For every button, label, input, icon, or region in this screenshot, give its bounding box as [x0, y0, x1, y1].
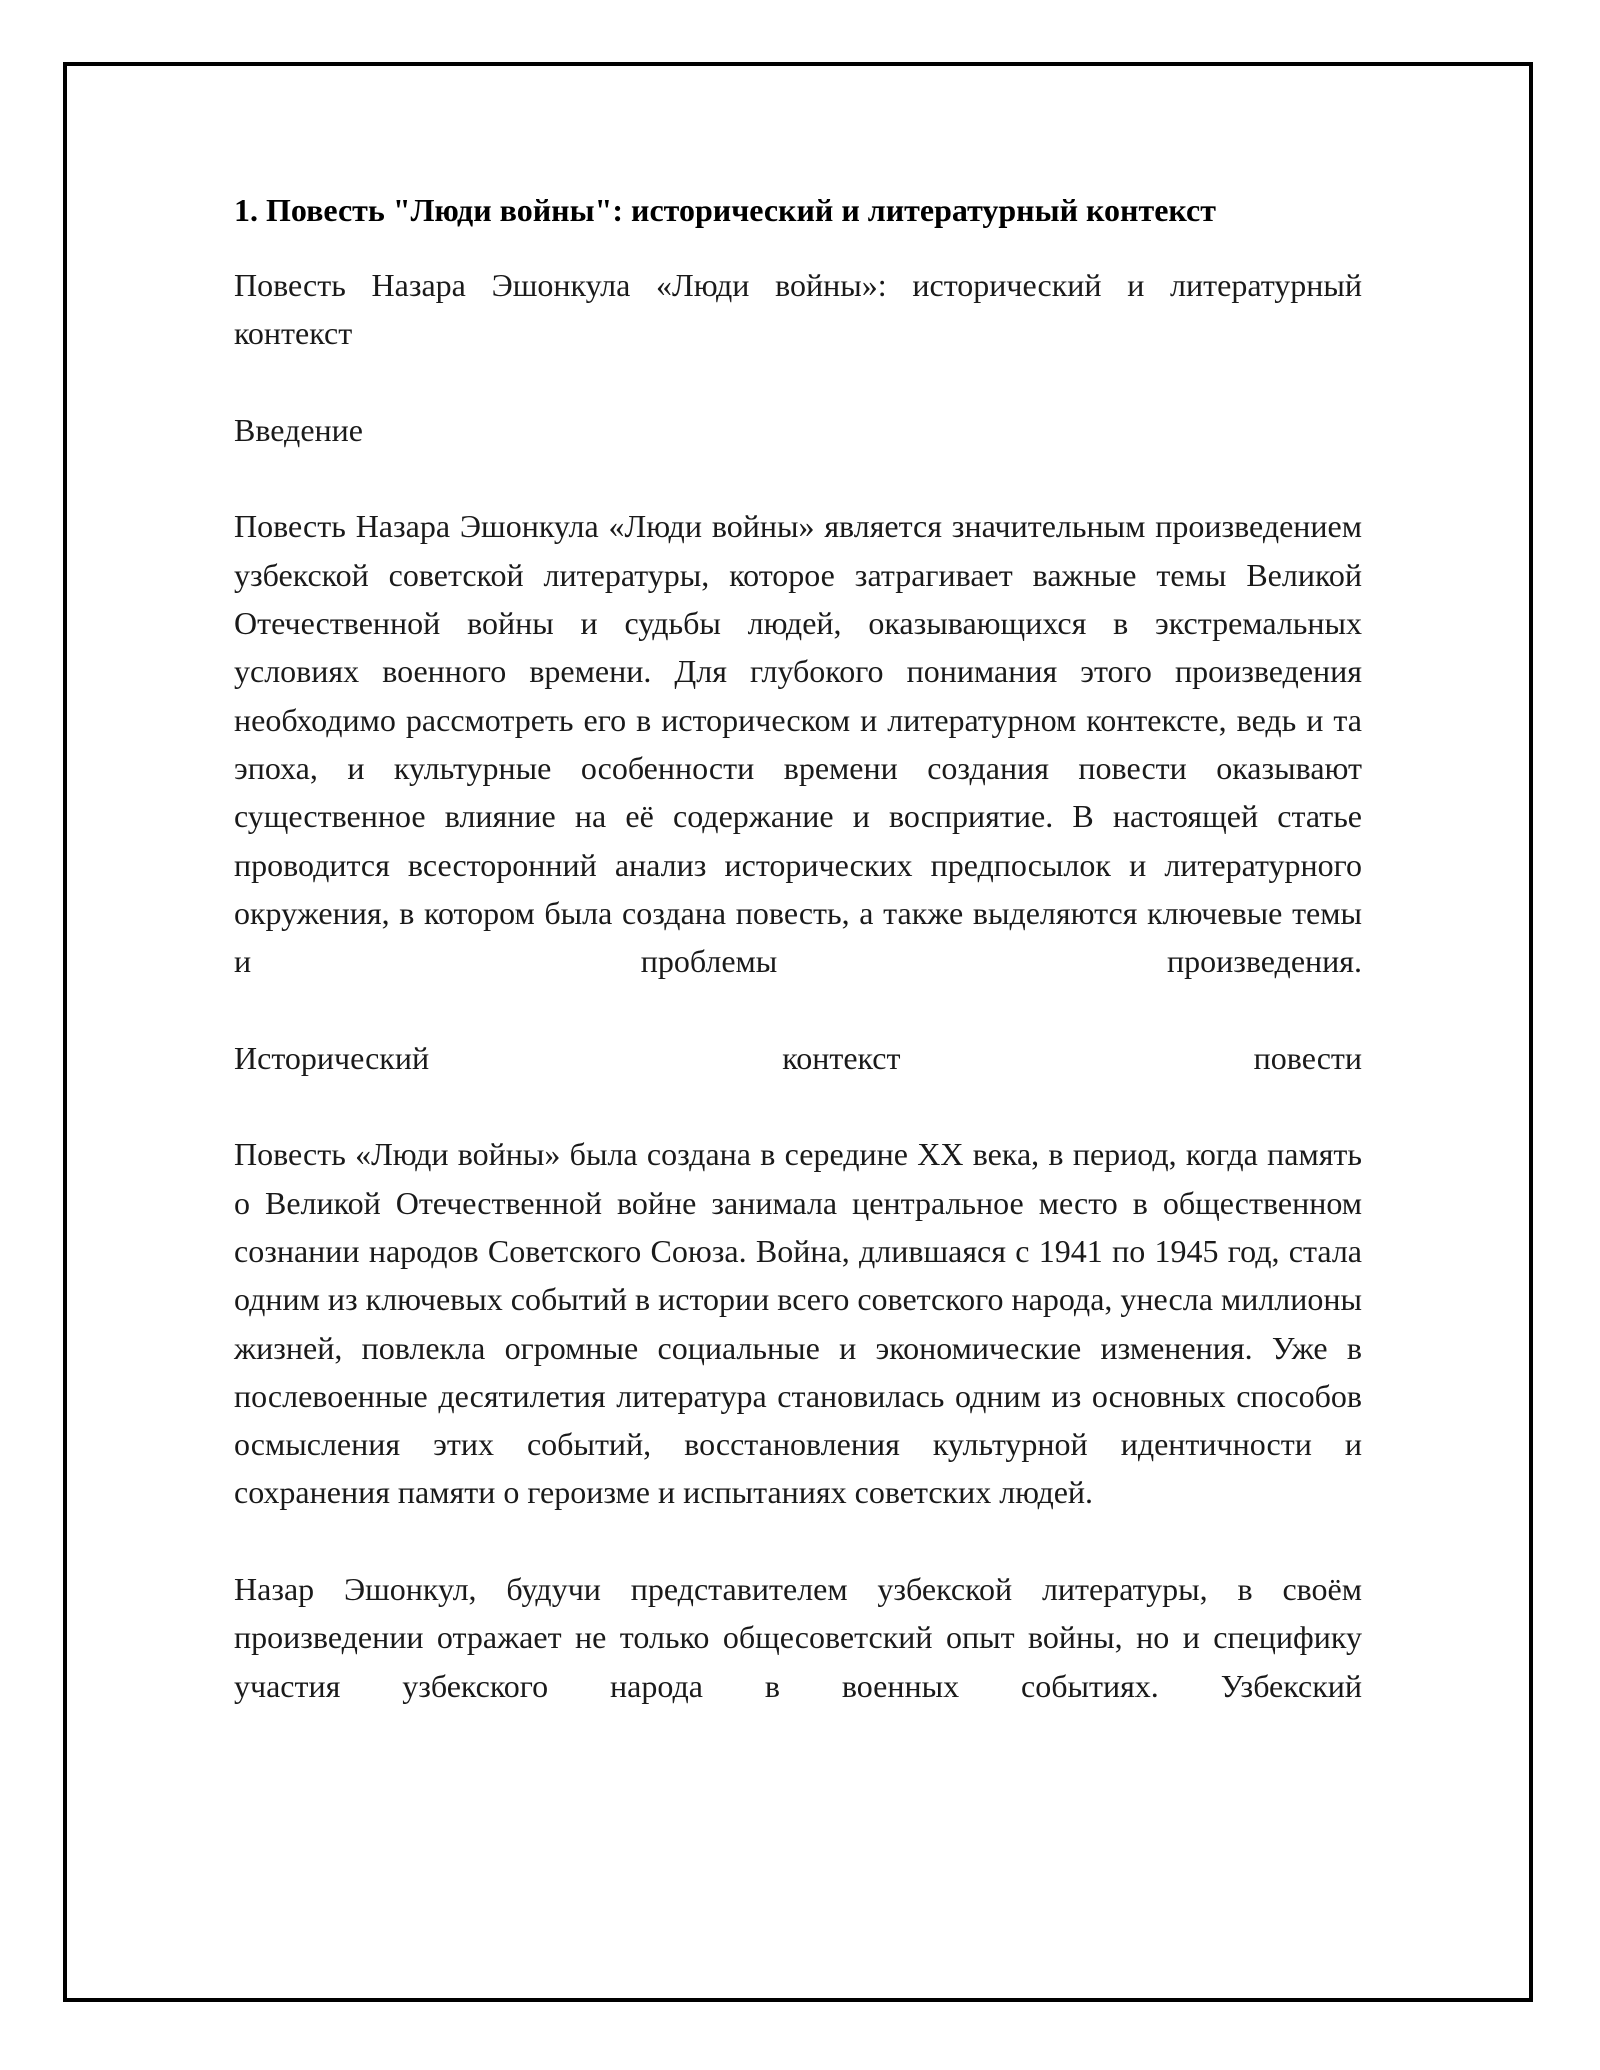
section-heading: 1. Повесть "Люди войны": исторический и литературный контекст — [234, 192, 1216, 228]
subtitle: Повесть Назара Эшонкула «Люди войны»: исторический и литературный контекст — [234, 267, 1362, 352]
intro-title: Введение — [234, 411, 363, 448]
spacer — [234, 1082, 1362, 1130]
paragraph-historical: Повесть «Люди войны» была создана в середине XX века, в период, когда память о Великой Отечественной войне занимала центральное место в общественном сознании народов Советского Союза. Война, длившаяся с 1941 по 1945 год, стала одним из ключевых событий в истории всего советского народа, унесла миллионы жизней, повлекла огромные социальные и экономические изменения. Уже в послевоенные десятилетия литература становилась одним из основных способов осмысления этих событий, восстановления культурной идентичности и сохранения памяти о героизме и испытаниях советских людей. — [234, 1136, 1362, 1511]
paragraph-intro: Повесть Назара Эшонкула «Люди войны» является значительным произведением узбекской советской литературы, которое затрагивает важные темы Великой Отечественной войны и судьбы людей, оказывающихся в экстремальных условиях военного времени. Для глубокого понимания этого произведения необходимо рассмотреть его в историческом и литературном контексте, ведь и та эпоха, и культурные особенности времени создания повести оказывают существенное влияние на её содержание и восприятие. В настоящей статье проводится всесторонний анализ исторических предпосылок и литературного окружения, в котором была создана повесть, а также выделяются ключевые темы и проблемы произведения. — [234, 508, 1362, 980]
document-body — [234, 186, 1362, 1710]
spacer — [234, 358, 1362, 406]
paragraph-author: Назар Эшонкул, будучи представителем узбекской литературы, в своём произведении отражает не только общесоветский опыт войны, но и специфику участия узбекского народа в военных событиях. Узбекский — [234, 1571, 1362, 1704]
section-title-historical-context: Исторический контекст повести — [234, 1039, 1362, 1076]
spacer — [234, 1517, 1362, 1565]
spacer — [234, 985, 1362, 1033]
spacer — [234, 454, 1362, 502]
